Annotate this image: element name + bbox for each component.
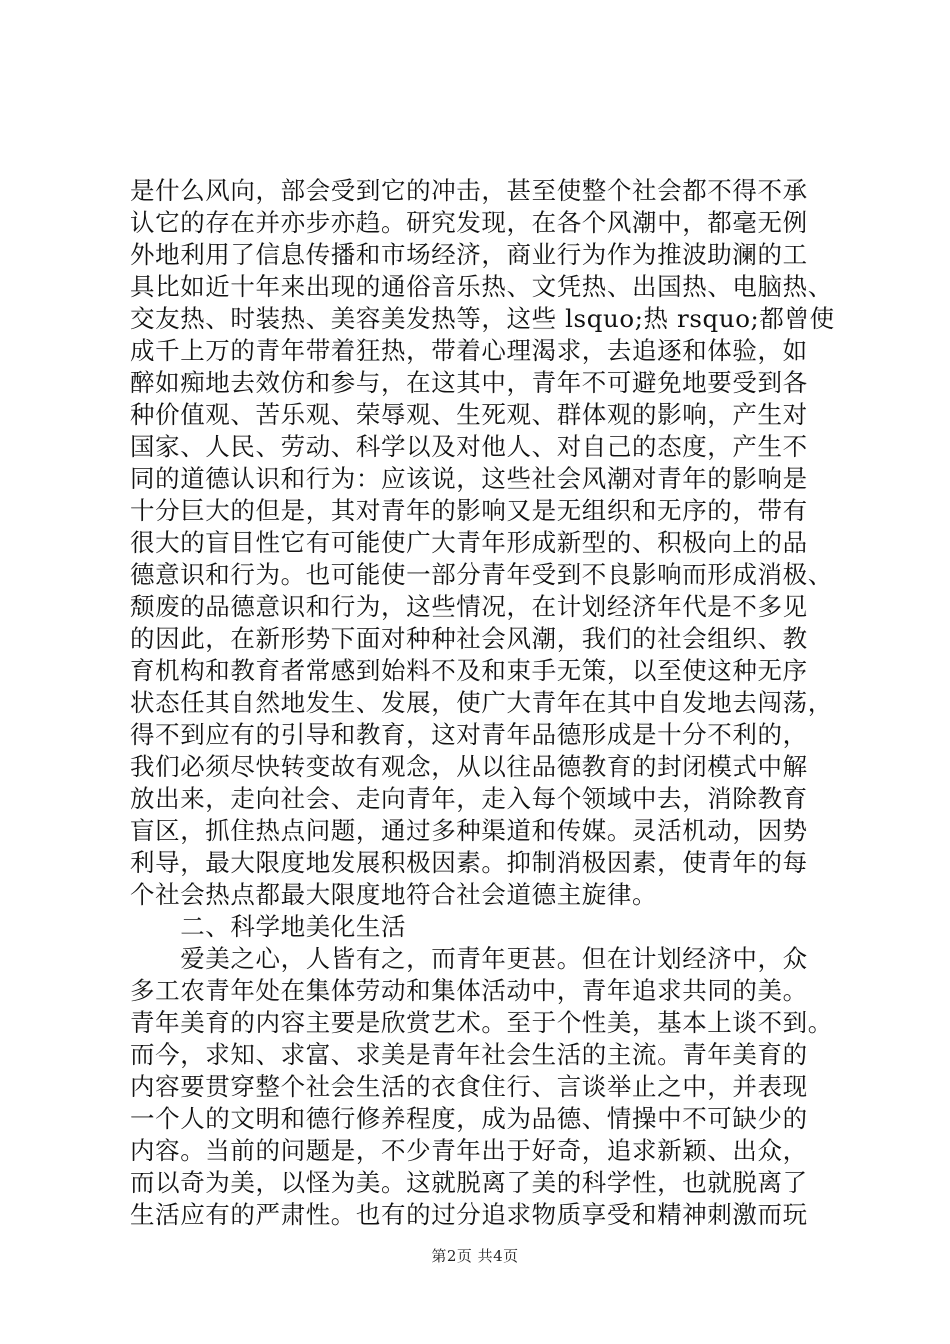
text-line: 种价值观、苦乐观、荣辱观、生死观、群体观的影响，产生对 (130, 400, 808, 429)
text-line: 放出来，走向社会、走向青年，走入每个领域中去，消除教育 (130, 784, 808, 813)
text-line: 生活应有的严肃性。也有的过分追求物质享受和精神刺激而玩 (130, 1200, 808, 1229)
section-heading: 二、科学地美化生活 (130, 912, 407, 941)
text-line: 利导，最大限度地发展积极因素。抑制消极因素，使青年的每 (130, 848, 808, 877)
text-line: 多工农青年处在集体劳动和集体活动中，青年追求共同的美。 (130, 976, 808, 1005)
text-line: 我们必须尽快转变故有观念，从以往品德教育的封闭模式中解 (130, 752, 808, 781)
text-line: 状态任其自然地发生、发展，使广大青年在其中自发地去闯荡， (130, 688, 833, 717)
text-line: 很大的盲目性它有可能使广大青年形成新型的、积极向上的品 (130, 528, 808, 557)
text-line: 成千上万的青年带着狂热，带着心理渴求，去追逐和体验，如 (130, 336, 808, 365)
text-line: 一个人的文明和德行修养程度，成为品德、情操中不可缺少的 (130, 1104, 808, 1133)
text-line: 十分巨大的但是，其对青年的影响又是无组织和无序的，带有 (130, 496, 808, 525)
text-line: 具比如近十年来出现的通俗音乐热、文凭热、出国热、电脑热、 (130, 272, 833, 301)
text-line: 国家、人民、劳动、科学以及对他人、对自己的态度，产生不 (130, 432, 808, 461)
text-line: 颓废的品德意识和行为，这些情况，在计划经济年代是不多见 (130, 592, 808, 621)
text-line: 外地利用了信息传播和市场经济，商业行为作为推波助澜的工 (130, 240, 808, 269)
text-line: 而以奇为美，以怪为美。这就脱离了美的科学性，也就脱离了 (130, 1168, 808, 1197)
text-line: 育机构和教育者常感到始料不及和束手无策，以至使这种无序 (130, 656, 808, 685)
page-number-footer: 第2页 共4页 (431, 1247, 519, 1265)
text-line: 盲区，抓住热点问题，通过多种渠道和传媒。灵活机动，因势 (130, 816, 808, 845)
text-line: 交友热、时装热、美容美发热等，这些 lsquo;热 rsquo;都曾使 (130, 304, 835, 333)
text-line: 醉如痴地去效仿和参与，在这其中，青年不可避免地要受到各 (130, 368, 808, 397)
text-line: 青年美育的内容主要是欣赏艺术。至于个性美，基本上谈不到。 (130, 1008, 833, 1037)
body-text (130, 175, 835, 1231)
text-line: 的因此，在新形势下面对种种社会风潮，我们的社会组织、教 (130, 624, 808, 653)
text-line: 内容要贯穿整个社会生活的衣食住行、言谈举止之中，并表现 (130, 1072, 808, 1101)
text-line: 同的道德认识和行为：应该说，这些社会风潮对青年的影响是 (130, 464, 808, 493)
text-line: 认它的存在并亦步亦趋。研究发现，在各个风潮中，都毫无例 (130, 208, 808, 237)
text-line: 个社会热点都最大限度地符合社会道德主旋律。 (130, 880, 658, 909)
text-line: 爱美之心，人皆有之，而青年更甚。但在计划经济中，众 (130, 944, 808, 973)
text-line: 是什么风向，部会受到它的冲击，甚至使整个社会都不得不承 (130, 176, 808, 205)
text-line: 得不到应有的引导和教育，这对青年品德形成是十分不利的， (130, 720, 808, 749)
text-line: 而今，求知、求富、求美是青年社会生活的主流。青年美育的 (130, 1040, 808, 1069)
text-line: 德意识和行为。也可能使一部分青年受到不良影响而形成消极、 (130, 560, 833, 589)
text-line: 内容。当前的问题是，不少青年出于好奇，追求新颖、出众， (130, 1136, 808, 1165)
